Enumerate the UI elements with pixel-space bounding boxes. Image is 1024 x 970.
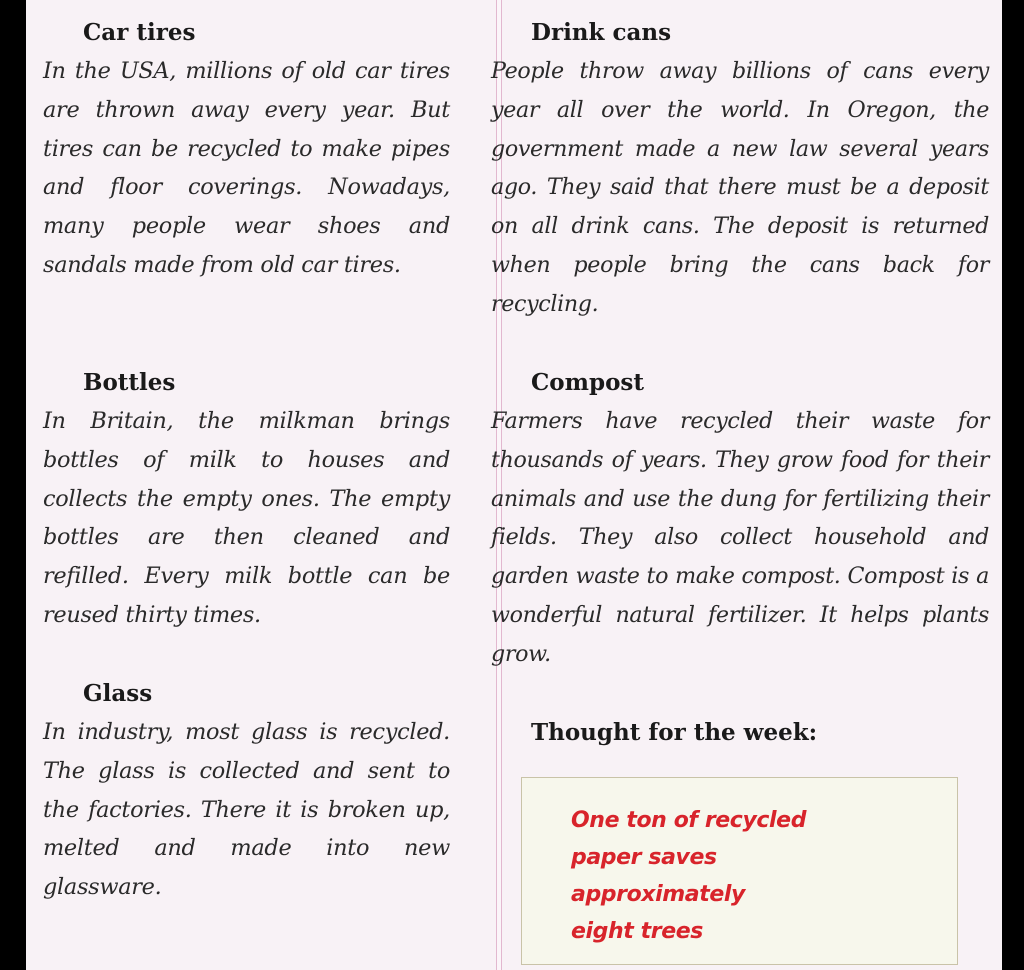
section-drink-cans (491, 14, 989, 324)
thought-line: eight trees (571, 919, 703, 944)
thought-line: One ton of recycled (571, 808, 807, 833)
thought-line: paper saves (571, 845, 717, 870)
section-car-tires (43, 14, 450, 285)
section-text-drink-cans: People throw away billions of cans every year all over the world. In Oregon, the government made a new law several years ago. They said that there must be a deposit on all drink cans. The deposit is returned when people bring the cans back for recycling. (491, 58, 989, 317)
thought-quote (571, 802, 891, 950)
section-text-car-tires: In the USA, millions of old car tires are thrown away every year. But tires can be recycled to make pipes and floor coverings. Nowadays, many people wear shoes and sandals made from old car tires. (43, 58, 450, 278)
section-text-bottles: In Britain, the milkman brings bottles of milk to houses and collects the empty ones. The empty bottles are then cleaned and refilled. Every milk bottle can be reused thirty times. (43, 408, 450, 628)
thought-section (491, 714, 989, 752)
section-title-drink-cans: Drink cans (531, 19, 672, 46)
section-title-compost: Compost (531, 369, 644, 396)
section-title-glass: Glass (83, 680, 153, 707)
section-title-car-tires: Car tires (83, 19, 196, 46)
section-title-bottles: Bottles (83, 369, 176, 396)
section-bottles (43, 364, 450, 635)
section-glass (43, 675, 450, 907)
section-text-compost: Farmers have recycled their waste for thousands of years. They grow food for their animals and use the dung for fertilizing their fields. They also collect household and garden waste to make compost. Compost is a wonderful natural fertilizer. It helps plants grow. (491, 408, 989, 667)
thought-title: Thought for the week: (531, 719, 818, 746)
thought-box (521, 777, 958, 965)
section-compost (491, 364, 989, 674)
section-text-glass: In industry, most glass is recycled. The glass is collected and sent to the factories. There it is broken up, melted and made into new glassware. (43, 719, 450, 901)
thought-line: approximately (571, 882, 745, 907)
